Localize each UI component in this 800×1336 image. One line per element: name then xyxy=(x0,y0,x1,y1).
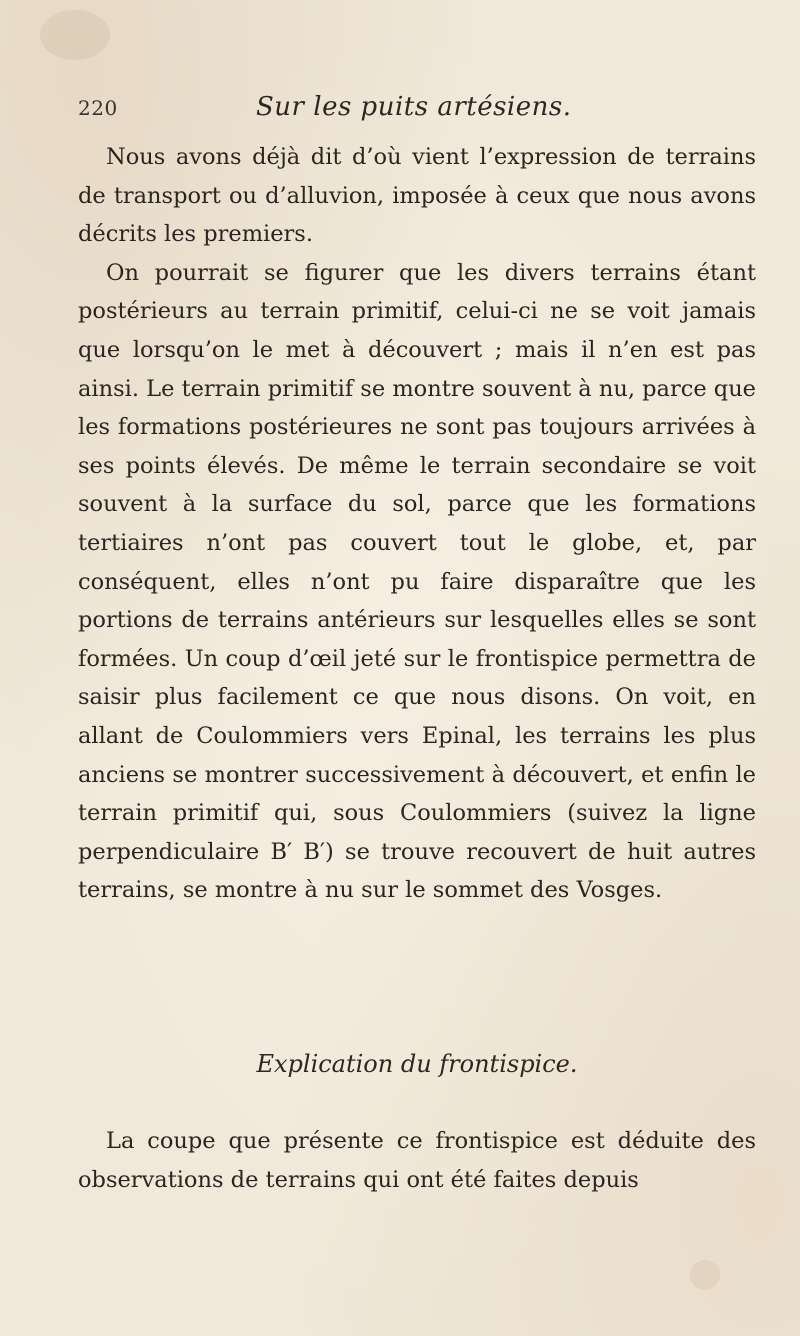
running-head: Sur les puits artésiens. xyxy=(256,92,572,122)
paragraph-2: On pourrait se figurer que les divers terrains étant postérieurs au terrain primitif, celui-ci ne se voit jamais que lorsqu’on le met à découvert ; mais il n’en est pas ainsi. Le terrain primitif se montre souvent à nu, parce que les formations postérieures ne sont pas toujours arrivées à ses points élevés. De même le terrain secondaire se voit souvent à la surface du sol, parce que les formations tertiaires n’ont pas couvert tout le globe, et, par conséquent, elles n’ont pu faire disparaître que les portions de terrains antérieurs sur lesquelles elles se sont formées. Un coup d’œil jeté sur le frontispice permettra de saisir plus facilement ce que nous disons. On voit, en allant de Coulommiers vers Epinal, les terrains les plus anciens se montrer successivement à découvert, et enfin le terrain primitif qui, sous Coulommiers (suivez la ligne perpendiculaire B′ B′) se trouve recouvert de huit autres terrains, se montre à nu sur le sommet des Vosges. xyxy=(78,259,756,904)
paragraph-1: Nous avons déjà dit d’où vient l’expression de terrains de transport ou d’alluvion, imposée à ceux que nous avons décrits les premiers. xyxy=(78,144,756,248)
page-header xyxy=(78,92,758,136)
paper-stain xyxy=(40,10,110,60)
section-text xyxy=(78,1122,756,1199)
body-text xyxy=(78,138,756,910)
paper-stain xyxy=(690,1260,720,1290)
page-number: 220 xyxy=(78,96,118,120)
section-title: Explication du frontispice. xyxy=(256,1050,578,1078)
paragraph-3: La coupe que présente ce frontispice est déduite des observations de terrains qui ont été faites depuis xyxy=(78,1128,756,1193)
